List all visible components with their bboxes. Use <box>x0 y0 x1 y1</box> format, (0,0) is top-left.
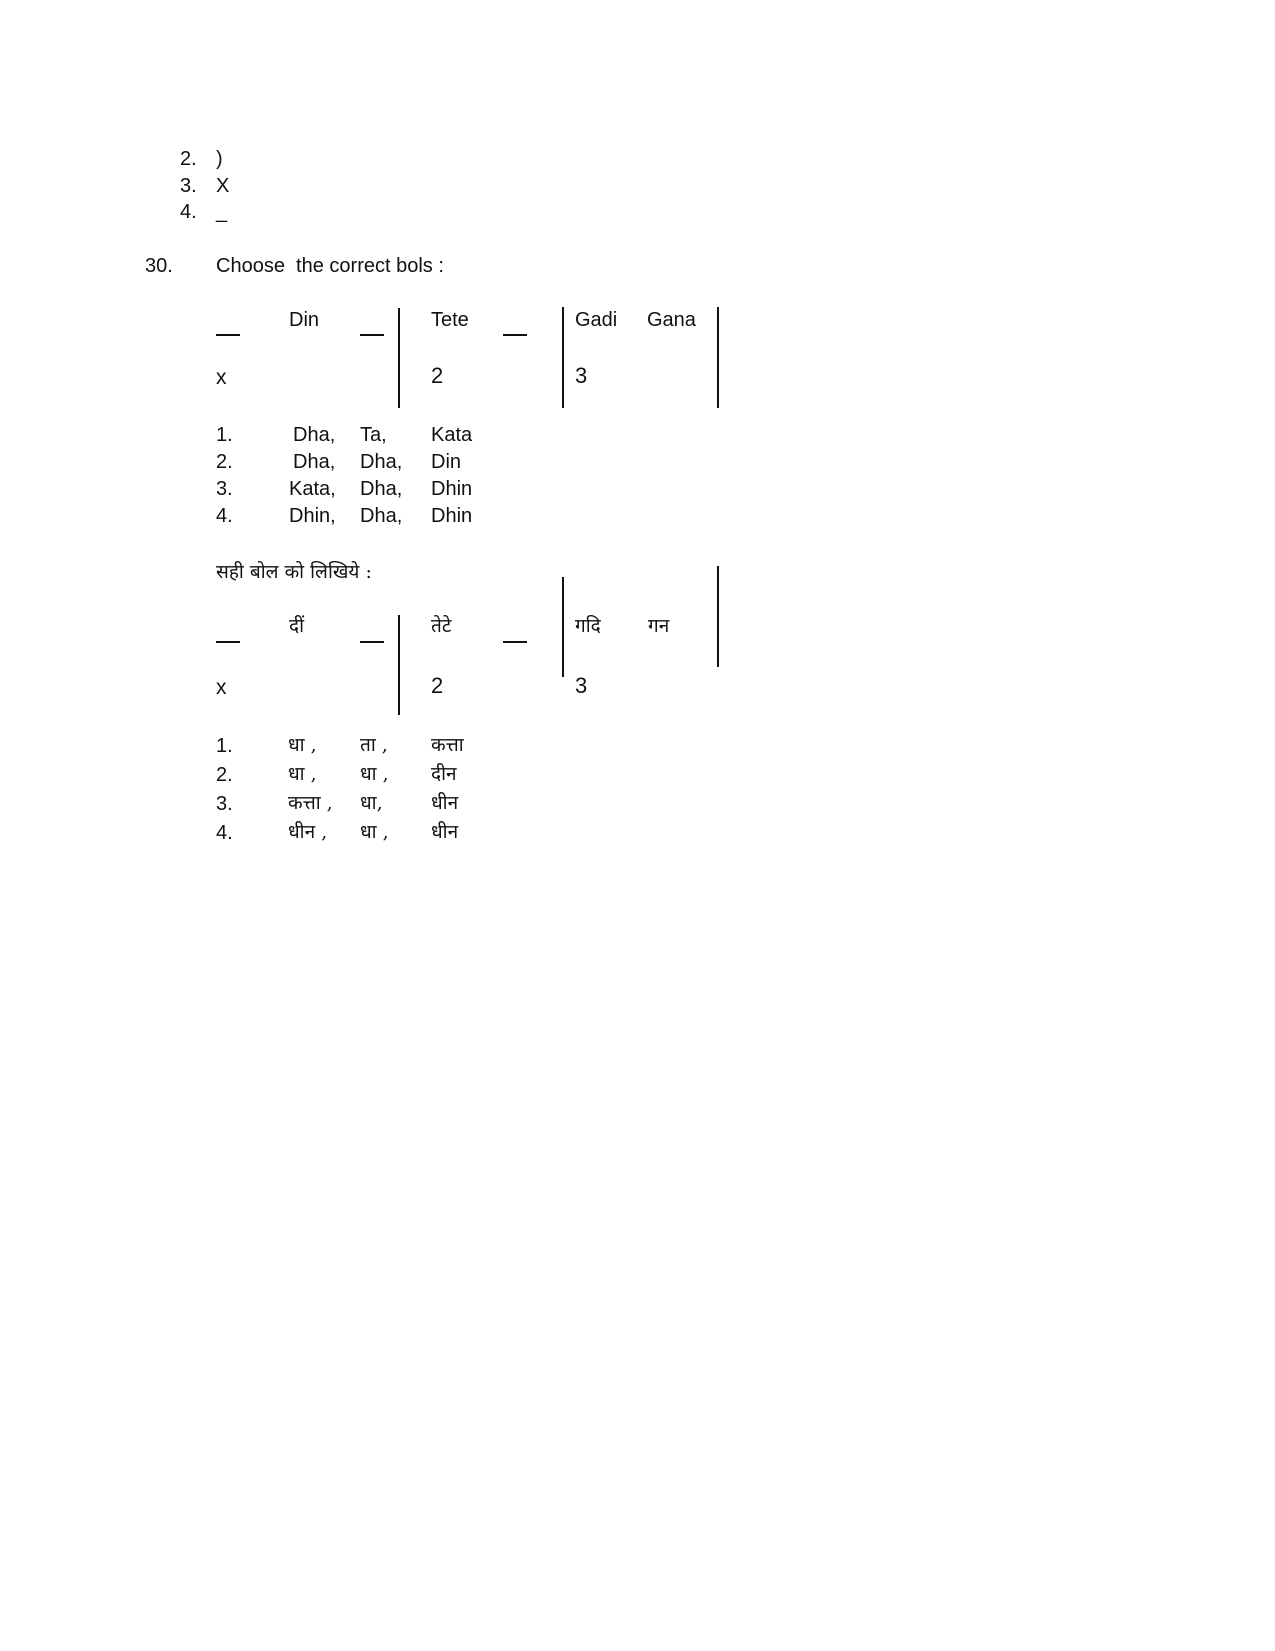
option-bol: धा , <box>360 763 389 785</box>
bol-cell: गदि <box>575 615 601 637</box>
blank-line <box>503 334 527 336</box>
question-number: 30. <box>145 255 173 277</box>
option-bol: धीन <box>431 792 459 814</box>
vibhag-divider <box>562 577 564 677</box>
option-bol: Din <box>431 451 462 473</box>
prev-option-number: 2. <box>180 148 197 170</box>
option-number: 3. <box>216 478 233 500</box>
option-bol: Dhin, <box>289 505 336 527</box>
option-bol: दीन <box>431 763 457 785</box>
option-bol: Ta, <box>360 424 387 446</box>
option-bol: धीन , <box>288 821 328 843</box>
tali-marker: 3 <box>575 363 588 388</box>
option-bol: Dhin <box>431 505 473 527</box>
vibhag-divider <box>717 566 719 667</box>
tali-marker: 3 <box>575 673 588 698</box>
option-bol: Kata <box>431 424 473 446</box>
prev-option-text: _ <box>216 201 228 223</box>
option-number: 1. <box>216 735 233 757</box>
bol-cell: गन <box>648 615 670 637</box>
tali-marker: x <box>216 366 227 389</box>
option-bol: Dha, <box>360 478 403 500</box>
blank-line <box>360 641 384 643</box>
option-bol: धीन <box>431 821 459 843</box>
prev-option-text: X <box>216 175 230 197</box>
bol-cell: दीं <box>289 615 305 637</box>
option-number: 1. <box>216 424 233 446</box>
bol-cell: Din <box>289 309 320 331</box>
blank-line <box>216 641 240 643</box>
vibhag-divider <box>717 307 719 408</box>
blank-line <box>216 334 240 336</box>
bol-cell: Gadi <box>575 309 618 331</box>
vibhag-divider <box>398 308 400 408</box>
option-bol: कत्ता , <box>288 792 333 814</box>
option-bol: Dhin <box>431 478 473 500</box>
prev-option-number: 3. <box>180 175 197 197</box>
option-bol: Dha, <box>360 505 403 527</box>
question-prompt-hindi: सही बोल को लिखिये : <box>216 561 372 583</box>
option-bol: Dha, <box>293 424 336 446</box>
option-bol: Kata, <box>289 478 336 500</box>
option-bol: धा , <box>288 734 317 756</box>
bol-cell: Gana <box>647 309 696 331</box>
prev-option-number: 4. <box>180 201 197 223</box>
bol-cell: Tete <box>431 309 469 331</box>
blank-line <box>360 334 384 336</box>
tali-marker: 2 <box>431 363 444 388</box>
option-bol: ता , <box>360 734 388 756</box>
option-number: 4. <box>216 822 233 844</box>
option-bol: कत्ता <box>431 734 464 756</box>
tali-marker: x <box>216 676 227 699</box>
option-number: 2. <box>216 764 233 786</box>
question-prompt: Choose the correct bols : <box>216 255 444 277</box>
option-number: 3. <box>216 793 233 815</box>
bol-cell: तेटे <box>431 615 452 637</box>
vibhag-divider <box>398 615 400 715</box>
option-bol: Dha, <box>293 451 336 473</box>
option-bol: धा , <box>288 763 317 785</box>
blank-line <box>503 641 527 643</box>
option-number: 4. <box>216 505 233 527</box>
option-bol: Dha, <box>360 451 403 473</box>
option-bol: धा, <box>360 792 383 814</box>
option-bol: धा , <box>360 821 389 843</box>
tali-marker: 2 <box>431 673 444 698</box>
prev-option-text: ) <box>216 148 223 170</box>
option-number: 2. <box>216 451 233 473</box>
vibhag-divider <box>562 307 564 408</box>
